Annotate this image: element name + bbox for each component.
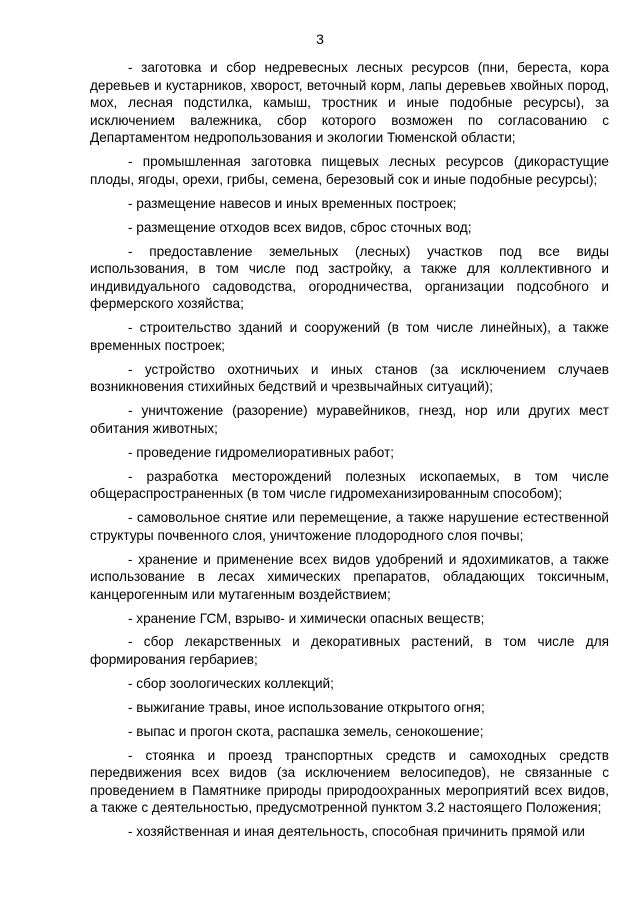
list-item: - разработка месторождений полезных ископаемых, в том числе общераспространенных (в том числе гидромеханизированным способом); [90, 468, 609, 502]
list-item: - хранение ГСМ, взрыво- и химически опасных веществ; [128, 610, 485, 626]
list-item: - стоянка и проезд транспортных средств и самоходных средств передвижения всех видов (за исключением велосипедов), не связанные с проведением в Памятнике природы природоохранных мероприятий всех видов, а также с деятельностью, предусмотренной пунктом 3.2 настоящего Положения; [90, 747, 609, 816]
list-item: - проведение гидромелиоративных работ; [128, 444, 395, 460]
page-number: 3 [316, 31, 324, 47]
list-item: - размещение отходов всех видов, сброс сточных вод; [128, 219, 472, 235]
document-body [90, 59, 609, 847]
list-item: - сбор зоологических коллекций; [128, 675, 334, 691]
list-item: - строительство зданий и сооружений (в том числе линейных), а также временных построек; [90, 320, 609, 353]
list-item: - размещение навесов и иных временных построек; [128, 195, 457, 211]
list-item: - выжигание травы, иное использование открытого огня; [128, 699, 485, 715]
list-item: - устройство охотничьих и иных станов (за исключением случаев возникновения стихийных бедствий и чрезвычайных ситуаций); [90, 361, 609, 395]
list-item: - самовольное снятие или перемещение, а также нарушение естественной структуры почвенного слоя, уничтожение плодородного слоя почвы; [90, 510, 609, 543]
list-item: - заготовка и сбор недревесных лесных ресурсов (пни, береста, кора деревьев и кустарников, хворост, веточный корм, лапы деревьев хвойных пород, мох, лесная подстилка, камыш, тростник и иные подобные ресурсы), за исключением валежника, сбор которого возможен по согласованию с Департаментом недропользования и экологии Тюменской области; [90, 60, 609, 146]
list-item: - уничтожение (разорение) муравейников, гнезд, нор или других мест обитания животных; [90, 403, 609, 436]
list-item: - предоставление земельных (лесных) участков под все виды использования, в том числе под застройку, а также для коллективного и индивидуального садоводства, огородничества, организации подсобного и фермерского хозяйства; [90, 243, 609, 312]
list-item: - выпас и прогон скота, распашка земель, сенокошение; [128, 723, 484, 739]
list-item: - промышленная заготовка пищевых лесных ресурсов (дикорастущие плоды, ягоды, орехи, грибы, семена, березовый сок и иные подобные ресурсы); [90, 154, 609, 187]
list-item: - хозяйственная и иная деятельность, способная причинить прямой или [128, 824, 585, 840]
list-item: - сбор лекарственных и декоративных растений, в том числе для формирования гербариев; [90, 634, 609, 668]
list-item: - хранение и применение всех видов удобрений и ядохимикатов, а также использование в лесах химических препаратов, обладающих токсичным, канцерогенным или мутагенным воздействием; [90, 551, 609, 602]
